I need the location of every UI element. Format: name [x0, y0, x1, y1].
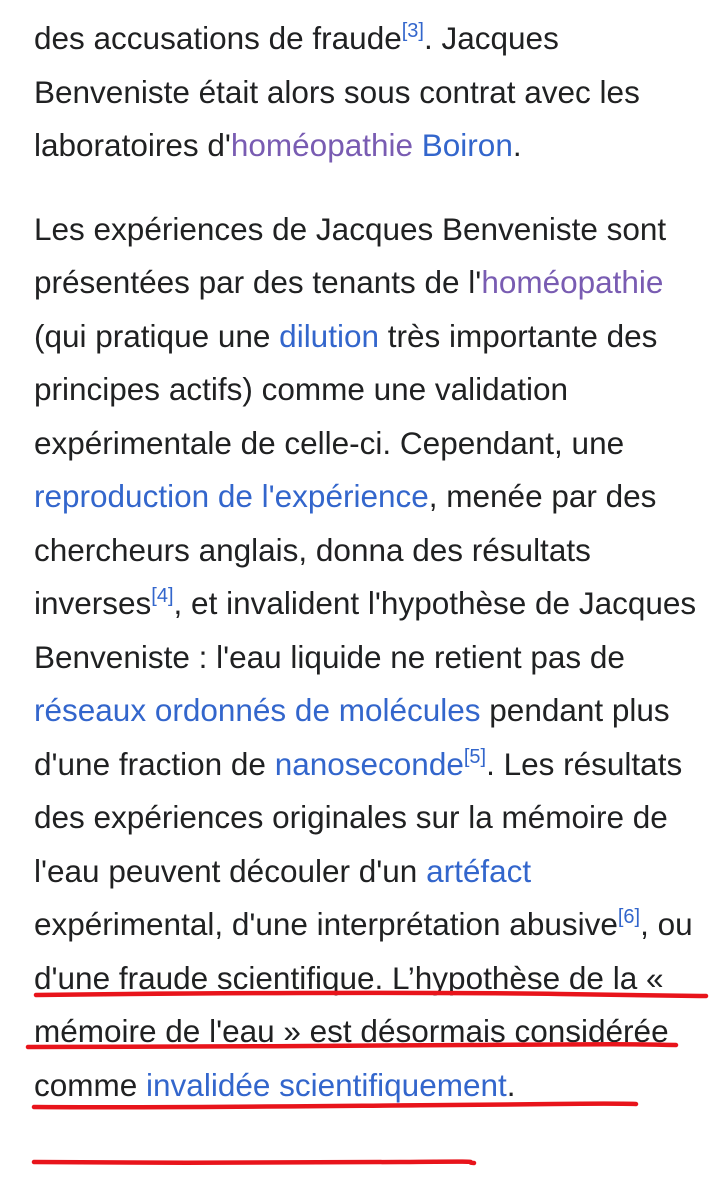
link-homeopathie[interactable]: homéopathie	[230, 127, 414, 163]
red-underline-4	[34, 1162, 474, 1163]
reference-3	[402, 20, 424, 42]
link-boiron[interactable]: Boiron	[421, 127, 513, 163]
link-artefact[interactable]: artéfact	[426, 852, 532, 889]
reference-4-link[interactable]: [4]	[151, 585, 174, 607]
article-body	[34, 12, 714, 1112]
paragraph-text: expérimental, d'une interprétation abusive	[34, 906, 618, 942]
paragraph-text	[413, 127, 422, 163]
link-homeopathie-2[interactable]: homéopathie	[481, 264, 664, 300]
paragraph-text: . Les résultats des expériences originales sur la mémoire de l'eau peuvent découler d'un	[34, 745, 683, 889]
link-dilution[interactable]: dilution	[279, 317, 379, 354]
link-reseaux-ordonnes[interactable]: réseaux ordonnés de molécules	[34, 692, 481, 728]
reference-4	[151, 585, 173, 607]
paragraph-experiences	[34, 203, 714, 1113]
cropped-previous-line	[0, 0, 728, 4]
reference-6-link[interactable]: [6]	[617, 906, 641, 928]
paragraph-text: , menée par des chercheurs anglais, donna des résultats inverses	[34, 478, 657, 621]
reference-5-link[interactable]: [5]	[463, 745, 487, 768]
reference-6	[618, 906, 640, 928]
paragraph-text: (qui pratique une	[34, 317, 280, 354]
paragraph-text: , ou d'une fraude scientifique. L’hypothèse de la « mémoire de l'eau » est désormais considérée comme	[34, 906, 693, 1103]
link-reproduction-experience[interactable]: reproduction de l'expérience	[34, 478, 429, 514]
paragraph-benveniste-contract	[34, 12, 714, 173]
paragraph-text: .	[506, 1066, 516, 1103]
reference-3-link[interactable]: [3]	[401, 20, 424, 42]
paragraph-text: pendant plus d'une fraction de	[34, 692, 670, 782]
paragraph-text: .	[512, 127, 522, 163]
paragraph-text: , et invalident l'hypothèse de Jacques Benveniste : l'eau liquide ne retient pas de	[34, 585, 697, 675]
reference-5	[464, 746, 486, 768]
link-nanoseconde[interactable]: nanoseconde	[274, 745, 464, 782]
paragraph-text: Les expériences de Jacques Benveniste sont présentées par des tenants de l'	[34, 210, 667, 300]
paragraph-text: des accusations de fraude	[34, 20, 402, 56]
paragraph-text: très importante des principes actifs) comme une validation expérimentale de celle-ci. Cependant, une	[34, 317, 658, 461]
paragraph-text: . Jacques Benveniste était alors sous contrat avec les laboratoires d'	[34, 20, 640, 163]
link-invalidee-scientifiquement[interactable]: invalidée scientifiquement	[146, 1066, 507, 1103]
